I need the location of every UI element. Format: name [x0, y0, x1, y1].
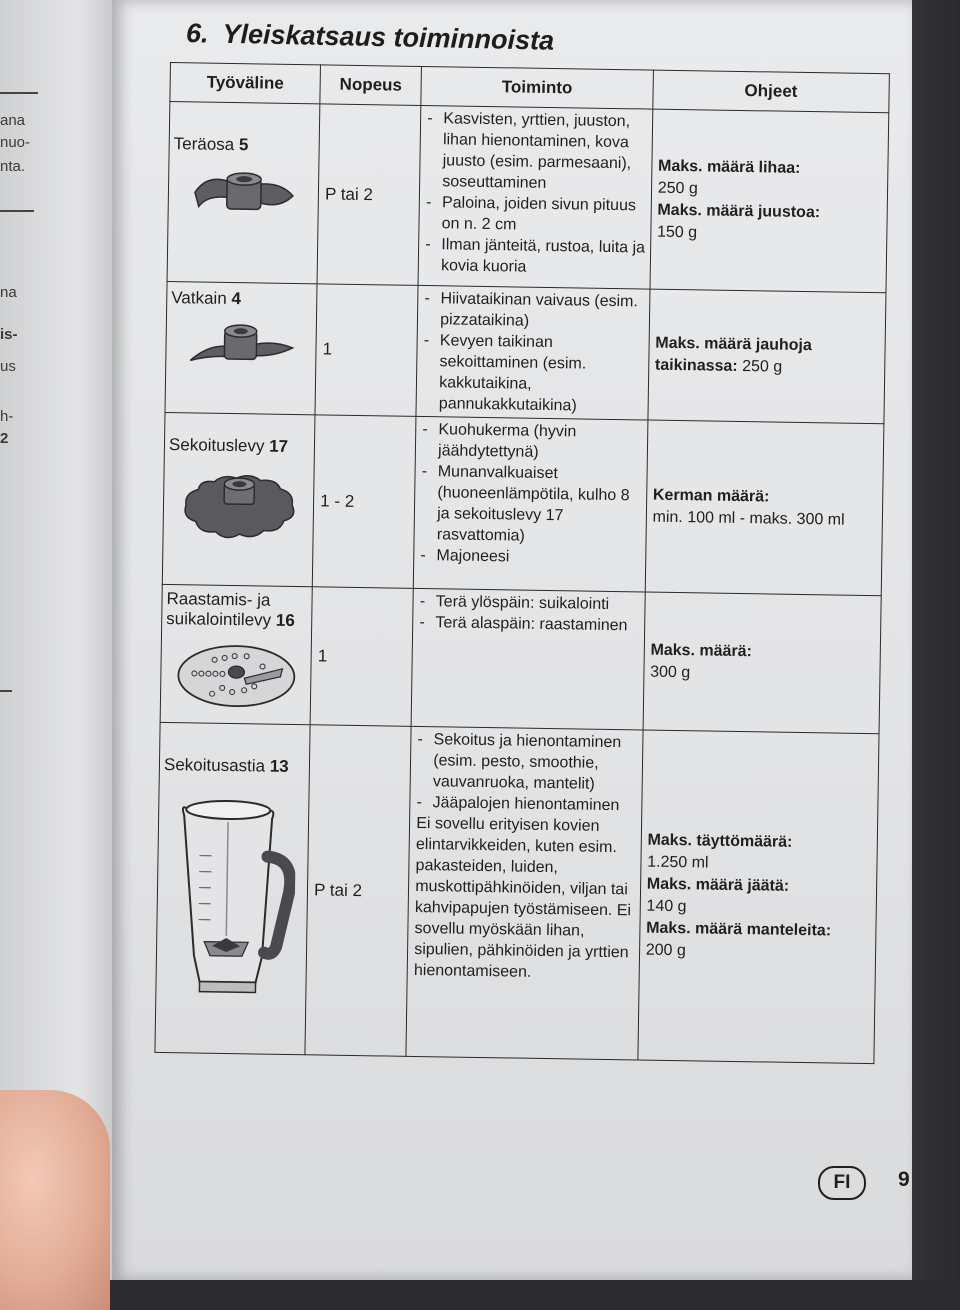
tool-name: Sekoitusastia: [164, 755, 265, 776]
function-cell: [413, 416, 647, 592]
thumb: [0, 1090, 110, 1310]
tool-number: 17: [269, 437, 288, 456]
left-page-fragment: is-: [0, 326, 18, 343]
function-item: - Terä alaspäin: raastaminen: [419, 612, 640, 636]
left-page-rule: [0, 690, 12, 692]
note-label: Maks. määrä jauhoja taikinassa:: [655, 335, 812, 375]
speed-cell: P tai 2: [317, 104, 421, 286]
note-value: 250 g: [742, 358, 782, 376]
left-page-fragment: ana: [0, 112, 25, 129]
function-cell: [411, 588, 645, 730]
tool-cell: [155, 722, 310, 1054]
left-page-rule: [0, 92, 38, 94]
note-label: Kerman määrä:: [653, 486, 770, 505]
note-value: min. 100 ml - maks. 300 ml: [652, 508, 844, 528]
function-item: - Majoneesi: [420, 545, 641, 569]
speed-cell: 1: [310, 587, 413, 727]
table-row: [162, 412, 884, 595]
note-value: 200 g: [646, 941, 686, 959]
instructions-cell: [643, 592, 881, 734]
overview-table-wrap: [154, 62, 911, 1065]
left-page-rule: [0, 210, 34, 212]
left-page-fragment: 2: [0, 430, 8, 447]
grating-disc-icon: [173, 637, 298, 711]
header-speed: Nopeus: [320, 65, 422, 106]
tool-cell: [165, 281, 317, 414]
function-item: - Sekoitus ja hienontaminen (esim. pesto, smoothie, vauvanruoka, mantelit): [417, 729, 638, 795]
function-item: - Jääpalojen hienontaminen: [416, 792, 637, 816]
function-item: - Munanvalkuaiset (huoneenlämpötila, kulho 8 ja sekoituslevy 17 rasvattomia): [421, 461, 643, 548]
tool-name: Sekoituslevy: [169, 435, 265, 455]
table-row: [155, 722, 879, 1063]
note-label: Maks. määrä lihaa:: [658, 157, 801, 176]
tool-name: Vatkain: [171, 288, 227, 308]
speed-cell: P tai 2: [305, 725, 411, 1057]
functions-overview-table: [154, 62, 889, 1064]
note-value: 150 g: [657, 223, 697, 241]
note-label: Maks. määrä juustoa:: [657, 201, 820, 221]
tool-cell: [162, 412, 315, 586]
left-page-edge: [0, 0, 112, 1280]
tool-cell: [167, 102, 320, 284]
note-label: Maks. määrä manteleita:: [646, 919, 831, 939]
function-item: - Kevyen taikinan sekoittaminen (esim. kakkutaikina, pannukakkutaikina): [423, 330, 645, 417]
note-label: Maks. määrä jäätä:: [647, 875, 790, 894]
function-item: - Ilman jänteitä, rustoa, luita ja kovia kuoria: [425, 234, 646, 279]
table-row: [167, 102, 889, 293]
left-page-fragment: na: [0, 284, 17, 301]
function-item: - Terä ylöspäin: suikalointi: [420, 591, 641, 615]
note-label: Maks. määrä:: [650, 641, 752, 660]
blender-jar-icon: [169, 795, 296, 997]
blade-icon: [188, 162, 299, 226]
manual-page: [112, 0, 912, 1280]
tool-name: Raastamis- ja suikalointilevy: [166, 589, 271, 630]
note-value: 300 g: [650, 663, 690, 681]
kneading-hook-icon: [186, 316, 297, 374]
note-value: 250 g: [658, 179, 698, 197]
function-cell: [406, 726, 643, 1060]
header-instructions: Ohjeet: [653, 70, 890, 113]
language-badge: FI: [818, 1166, 866, 1200]
left-page-fragment: h-: [0, 408, 13, 425]
speed-cell: 1: [315, 284, 418, 417]
table-row: [160, 584, 881, 733]
header-tool: Työväline: [170, 63, 321, 104]
tool-number: 16: [276, 611, 295, 630]
page-number: 9: [898, 1168, 910, 1192]
function-note: Ei sovellu erityisen kovien elintarvikkeiden, kuten esim. pakasteiden, luiden, muskottipähkinöiden, viljan tai kahvipapujen työstämiseen. Ei sovellu myöskään lihan, sipulien, pähkinöiden ja yrttien hienontamiseen.: [414, 813, 637, 984]
instructions-cell: [648, 289, 886, 424]
note-value: 1.250 ml: [647, 853, 709, 871]
function-item: - Paloina, joiden sivun pituus on n. 2 cm: [426, 192, 647, 237]
tool-number: 4: [231, 289, 241, 308]
tool-number: 13: [270, 757, 289, 776]
left-page-fragment: us: [0, 358, 16, 375]
left-page-fragment: nta.: [0, 158, 25, 175]
instructions-cell: [650, 109, 889, 293]
speed-cell: 1 - 2: [312, 415, 416, 589]
tool-cell: [160, 584, 312, 724]
table-row: [165, 281, 886, 423]
function-cell: [418, 105, 652, 289]
left-page-fragment: nuo-: [0, 134, 30, 151]
function-cell: [416, 285, 650, 420]
function-item: - Kuohukerma (hyvin jäähdytettynä): [422, 419, 643, 464]
section-title-text: Yleiskatsaus toiminnoista: [222, 19, 554, 56]
tool-number: 5: [239, 135, 249, 154]
section-title: [186, 18, 555, 57]
mixing-disc-icon: [179, 463, 298, 545]
header-function: Toiminto: [421, 66, 653, 109]
note-label: Maks. täyttömäärä:: [647, 831, 792, 850]
function-item: - Kasvisten, yrttien, juuston, lihan hienontaminen, kova juusto (esim. parmesaani), soseuttaminen: [426, 108, 648, 195]
instructions-cell: [638, 730, 879, 1064]
instructions-cell: [645, 420, 884, 596]
note-value: 140 g: [646, 897, 686, 915]
section-number: 6.: [186, 18, 209, 48]
function-item: - Hiivataikinan vaivaus (esim. pizzataikina): [424, 288, 645, 333]
tool-name: Teräosa: [174, 134, 235, 154]
